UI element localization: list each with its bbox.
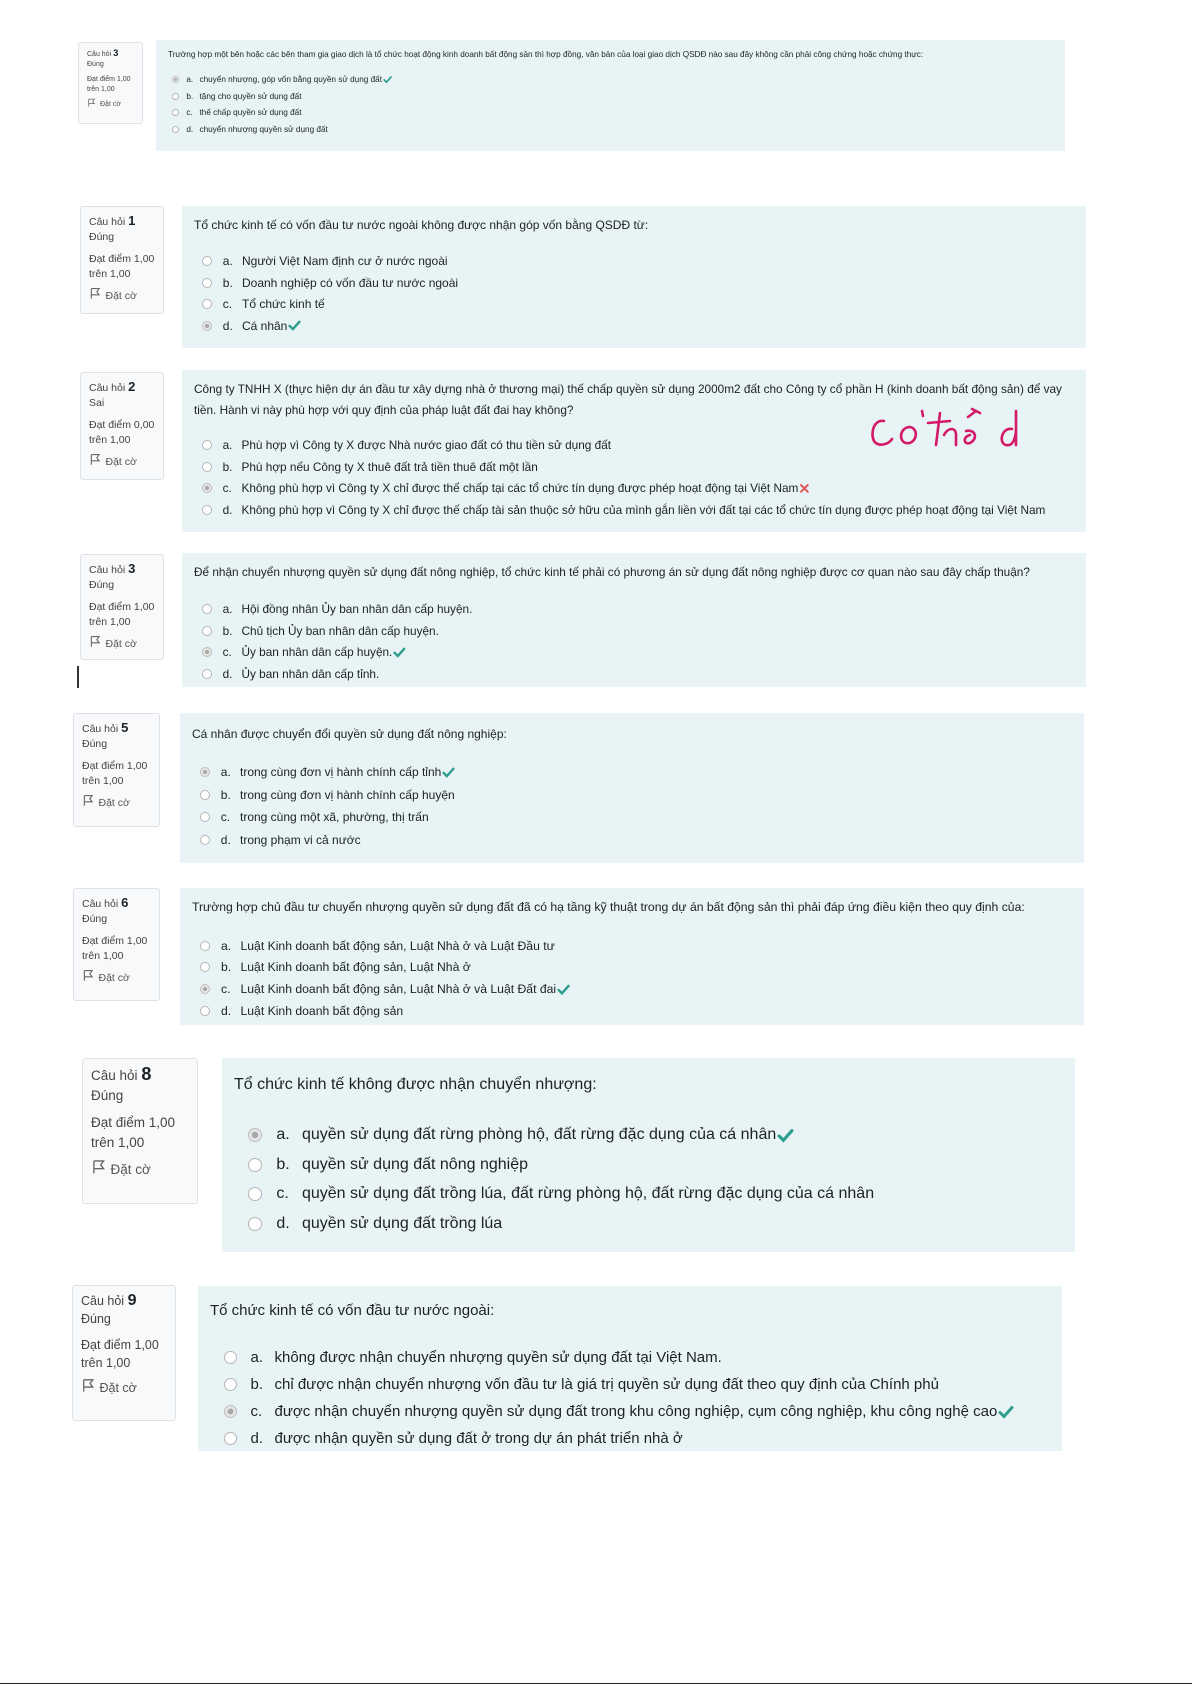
answer-radio[interactable]	[248, 1217, 262, 1231]
question-number	[89, 213, 155, 230]
question-content	[182, 206, 1086, 348]
answer-text: trong cùng một xã, phường, thị trấn	[239, 810, 429, 825]
flag-question-button[interactable]	[81, 1378, 167, 1398]
answer-letter: c.	[186, 108, 193, 118]
answer-text: Doanh nghiệp có vốn đầu tư nước ngoài	[241, 275, 459, 290]
handwritten-note	[866, 405, 1031, 460]
flag-label: Đặt cờ	[105, 289, 137, 302]
question-content	[198, 1286, 1062, 1451]
answer-text: Cá nhân	[241, 318, 288, 333]
answer-radio[interactable]	[200, 1006, 210, 1016]
answer-radio[interactable]	[202, 299, 212, 309]
answer-option[interactable]	[200, 959, 471, 976]
answer-text: trong cùng đơn vị hành chính cấp tỉnh	[239, 765, 442, 780]
answer-letter: b.	[250, 1376, 264, 1393]
question-text-line2: tiền. Hành vi này phù hợp với quy định của pháp luật đất đai hay không?	[194, 403, 574, 417]
answer-text: Ủy ban nhân dân cấp huyện.	[241, 645, 393, 660]
answer-radio[interactable]	[202, 669, 212, 679]
flag-label: Đặt cờ	[99, 1381, 137, 1395]
answer-option[interactable]	[224, 1374, 939, 1395]
answer-option[interactable]	[202, 666, 379, 683]
question-state: Đúng	[87, 61, 104, 69]
question-number-value: 8	[141, 1064, 152, 1084]
answer-letter: d.	[186, 124, 194, 134]
correct-check-icon	[777, 1127, 794, 1144]
answer-letter: b.	[220, 787, 231, 802]
answer-option[interactable]	[202, 275, 458, 292]
answer-text: chỉ được nhận chuyển nhượng vốn đầu tư là giá trị quyền sử dụng đất theo quy định của Chính phủ	[274, 1376, 939, 1393]
flag-icon	[87, 98, 96, 111]
answer-radio[interactable]	[200, 812, 210, 822]
answer-letter: a.	[222, 254, 233, 269]
question-grade-line1: Đạt điểm 1,00	[82, 934, 148, 947]
answer-letter: a.	[186, 75, 194, 85]
question-number-label: Câu hỏi	[82, 723, 119, 735]
answer-radio[interactable]	[224, 1432, 237, 1445]
question-number-value: 1	[128, 213, 136, 228]
answer-option[interactable]	[202, 318, 301, 335]
answer-option[interactable]	[200, 1002, 403, 1019]
answer-text: Luật Kinh doanh bất động sản	[240, 1003, 404, 1018]
question-number	[89, 379, 155, 396]
question-text: Trường hợp một bên hoặc các bên tham gia giao dịch là tổ chức hoạt động kinh doanh bất động sản thì hợp đồng, văn bản của loại giao dịch QSDĐ nào sau đây không cần phải công chứng hoặc chứng thực:	[168, 50, 924, 59]
flag-question-button[interactable]	[89, 453, 155, 471]
correct-check-icon	[383, 75, 392, 84]
answer-text: chuyển nhượng, góp vốn bằng quyền sử dụng đất	[199, 75, 382, 85]
answer-text: Phù hợp vì Công ty X được Nhà nước giao đất có thu tiền sử dụng đất	[241, 438, 612, 453]
answer-letter: d.	[276, 1214, 290, 1232]
correct-check-icon	[557, 983, 570, 996]
answer-text: thế chấp quyền sử dụng đất	[199, 108, 302, 118]
correct-check-icon	[998, 1404, 1014, 1420]
flag-label: Đặt cờ	[98, 971, 130, 984]
answer-text: tặng cho quyền sử dụng đất	[199, 91, 302, 101]
answer-text: được nhận quyền sử dụng đất ở trong dự án phát triển nhà ở	[274, 1430, 683, 1447]
answer-letter: b.	[222, 459, 233, 474]
answer-letter: b.	[186, 91, 194, 101]
answer-text: Luật Kinh doanh bất động sản, Luật Nhà ở và Luật Đất đai	[240, 982, 557, 997]
answer-letter: d.	[250, 1430, 264, 1447]
question-number-label: Câu hỏi	[89, 382, 126, 394]
flag-icon	[89, 287, 102, 305]
flag-question-button[interactable]	[89, 635, 155, 653]
answer-radio[interactable]	[172, 76, 179, 83]
answer-radio[interactable]	[202, 483, 212, 493]
flag-question-button[interactable]	[82, 794, 151, 812]
question-grade-line2: trên 1,00	[82, 774, 124, 787]
question-grade-line1: Đạt điểm 1,00	[89, 600, 155, 613]
question-info-box	[82, 1058, 198, 1204]
page-bottom-border	[0, 1683, 1192, 1684]
answer-text: chuyển nhượng quyền sử dụng đất	[199, 124, 328, 134]
answer-option[interactable]	[248, 1183, 874, 1205]
flag-question-button[interactable]	[87, 98, 134, 111]
flag-label: Đặt cờ	[105, 455, 137, 468]
question-number-label: Câu hỏi	[87, 51, 112, 58]
question-state: Đúng	[91, 1087, 124, 1103]
question-number-label: Câu hỏi	[82, 898, 119, 910]
flag-question-button[interactable]	[82, 969, 151, 987]
answer-letter: a.	[250, 1349, 264, 1366]
question-number	[87, 49, 134, 60]
answer-letter: a.	[222, 602, 233, 617]
answer-radio[interactable]	[248, 1158, 262, 1172]
answer-letter: c.	[276, 1185, 289, 1203]
flag-label: Đặt cờ	[110, 1161, 151, 1177]
flag-question-button[interactable]	[91, 1159, 189, 1180]
question-state: Đúng	[89, 579, 115, 592]
answer-letter: a.	[276, 1126, 290, 1144]
flag-question-button[interactable]	[89, 287, 155, 305]
answer-option[interactable]	[202, 502, 1045, 519]
flag-label: Đặt cờ	[98, 796, 130, 809]
question-number-value: 3	[113, 48, 119, 59]
question-content	[180, 888, 1084, 1025]
correct-check-icon	[442, 766, 455, 779]
answer-radio[interactable]	[248, 1187, 262, 1201]
flag-icon	[91, 1159, 107, 1180]
answer-option[interactable]	[200, 937, 555, 954]
flag-icon	[89, 635, 102, 653]
question-grade-line2: trên 1,00	[81, 1355, 131, 1370]
answer-text: không được nhận chuyển nhượng quyền sử dụng đất tại Việt Nam.	[274, 1349, 722, 1366]
answer-text: quyền sử dụng đất trồng lúa	[301, 1214, 503, 1232]
question-state: Đúng	[89, 231, 115, 244]
answer-option[interactable]	[248, 1124, 794, 1146]
answer-text: Luật Kinh doanh bất động sản, Luật Nhà ở	[240, 960, 471, 975]
question-info-box	[73, 888, 160, 1001]
answer-letter: d.	[220, 1003, 232, 1018]
answer-radio[interactable]	[172, 93, 179, 100]
answer-option[interactable]	[202, 644, 406, 661]
question-grade-line1: Đạt điểm 0,00	[89, 418, 155, 431]
question-info-box	[73, 713, 160, 827]
question-content	[182, 553, 1086, 687]
answer-option[interactable]	[202, 459, 538, 476]
question-number	[91, 1065, 189, 1086]
question-text: Tổ chức kinh tế không được nhận chuyển nhượng:	[234, 1076, 597, 1093]
answer-text: Không phù hợp vì Công ty X chỉ được thế chấp tại các tổ chức tín dụng được phép hoạt động tại Việt Nam	[241, 481, 799, 496]
answer-option[interactable]	[202, 437, 611, 454]
answer-letter: c.	[222, 297, 233, 312]
answer-text: Tổ chức kinh tế	[241, 297, 325, 312]
question-number-value: 6	[121, 895, 129, 910]
question-state: Đúng	[82, 913, 108, 926]
answer-radio[interactable]	[224, 1351, 237, 1364]
answer-letter: c.	[222, 645, 232, 660]
question-number-label: Câu hỏi	[89, 216, 126, 228]
answer-radio[interactable]	[172, 126, 179, 133]
answer-option[interactable]	[202, 480, 810, 497]
question-number-label: Câu hỏi	[81, 1294, 125, 1308]
answer-option[interactable]	[248, 1213, 502, 1235]
answer-option[interactable]	[248, 1154, 528, 1176]
question-text: Công ty TNHH X (thực hiện dự án đầu tư xây dựng nhà ở thương mại) thế chấp quyền sử dụng 2000m2 đất cho Công ty cổ phần H (kinh doanh bất động sản) để vay	[194, 382, 1062, 396]
question-info-box	[72, 1285, 176, 1421]
answer-option[interactable]	[224, 1428, 683, 1449]
answer-radio[interactable]	[200, 835, 210, 845]
answer-option[interactable]	[200, 981, 570, 998]
answer-text: Phù hợp nếu Công ty X thuê đất trả tiền thuê đất một lần	[241, 459, 538, 474]
question-text: Trường hợp chủ đầu tư chuyển nhượng quyền sử dụng đất đã có hạ tầng kỹ thuật trong dự án bất động sản thì phải đáp ứng điều kiện theo quy định của:	[192, 900, 1025, 914]
correct-check-icon	[288, 319, 301, 332]
correct-check-icon	[393, 646, 406, 659]
question-grade-line2: trên 1,00	[91, 1134, 145, 1150]
answer-text: quyền sử dụng đất rừng phòng hộ, đất rừng đặc dụng của cá nhân	[301, 1126, 777, 1144]
question-text: Cá nhân được chuyển đổi quyền sử dụng đất nông nghiệp:	[192, 727, 507, 741]
answer-text: Người Việt Nam định cư ở nước ngoài	[241, 254, 448, 269]
answer-text: quyền sử dụng đất trồng lúa, đất rừng phòng hộ, đất rừng đặc dụng của cá nhân	[301, 1185, 875, 1203]
question-text: Tổ chức kinh tế có vốn đầu tư nước ngoài không được nhận góp vốn bằng QSDĐ từ:	[194, 218, 649, 232]
answer-radio[interactable]	[202, 647, 212, 657]
answer-option[interactable]	[172, 74, 392, 85]
answer-option[interactable]	[172, 124, 328, 135]
answer-letter: a.	[220, 938, 232, 953]
question-info-box	[80, 554, 164, 660]
answer-letter: a.	[220, 765, 231, 780]
answer-option[interactable]	[202, 623, 439, 640]
question-content	[156, 40, 1065, 151]
answer-letter: c.	[250, 1403, 263, 1420]
question-info-box	[78, 42, 143, 124]
answer-radio[interactable]	[202, 626, 212, 636]
answer-letter: d.	[222, 318, 233, 333]
question-grade-line2: trên 1,00	[89, 267, 131, 280]
answer-option[interactable]	[172, 107, 301, 118]
answer-radio[interactable]	[200, 767, 210, 777]
answer-option[interactable]	[200, 787, 455, 804]
answer-radio[interactable]	[202, 462, 212, 472]
flag-icon	[82, 794, 95, 812]
question-number-value: 9	[127, 1292, 137, 1309]
question-info-box	[80, 372, 164, 480]
answer-text: được nhận chuyển nhượng quyền sử dụng đất trong khu công nghiệp, cụm công nghiệp, khu công nghệ cao	[274, 1403, 998, 1420]
answer-option[interactable]	[200, 764, 455, 781]
question-number-label: Câu hỏi	[91, 1068, 138, 1083]
text-cursor	[77, 666, 79, 688]
answer-letter: c.	[222, 481, 232, 496]
answer-letter: b.	[222, 275, 233, 290]
question-number-value: 2	[128, 379, 136, 394]
flag-icon	[89, 453, 102, 471]
answer-option[interactable]	[200, 832, 361, 849]
answer-text: trong phạm vi cả nước	[239, 832, 361, 847]
answer-text: Luật Kinh doanh bất động sản, Luật Nhà ở và Luật Đầu tư	[240, 938, 555, 953]
question-info-box	[80, 206, 164, 314]
answer-option[interactable]	[202, 253, 448, 270]
question-grade-line2: trên 1,00	[89, 615, 131, 628]
answer-option[interactable]	[202, 296, 325, 313]
answer-text: Hội đồng nhân Ủy ban nhân dân cấp huyện.	[241, 602, 473, 617]
question-text: Tổ chức kinh tế có vốn đầu tư nước ngoài:	[210, 1302, 495, 1319]
answer-letter: b.	[276, 1155, 290, 1173]
flag-icon	[82, 969, 95, 987]
answer-radio[interactable]	[200, 984, 210, 994]
answer-radio[interactable]	[248, 1128, 262, 1142]
question-state: Sai	[89, 397, 105, 410]
answer-radio[interactable]	[172, 109, 179, 116]
answer-radio[interactable]	[224, 1405, 237, 1418]
question-text: Để nhận chuyển nhượng quyền sử dụng đất nông nghiệp, tổ chức kinh tế phải có phương án sử dụng đất nông nghiệp được cơ quan nào sau đây chấp thuận?	[194, 565, 1030, 579]
flag-label: Đặt cờ	[105, 637, 137, 650]
question-grade-line2: trên 1,00	[89, 433, 131, 446]
answer-text: trong cùng đơn vị hành chính cấp huyện	[239, 787, 455, 802]
question-grade-line1: Đạt điểm 1,00	[89, 252, 155, 265]
answer-radio[interactable]	[202, 505, 212, 515]
question-content	[180, 713, 1084, 863]
question-grade-line1: Đạt điểm 1,00	[87, 75, 131, 83]
answer-option[interactable]	[224, 1401, 1014, 1422]
answer-letter: c.	[220, 810, 231, 825]
answer-radio[interactable]	[200, 790, 210, 800]
answer-option[interactable]	[200, 809, 429, 826]
answer-letter: d.	[222, 666, 233, 681]
answer-text: quyền sử dụng đất nông nghiệp	[301, 1155, 528, 1173]
question-number-label: Câu hỏi	[89, 564, 126, 576]
question-grade-line1: Đạt điểm 1,00	[91, 1115, 176, 1131]
answer-radio[interactable]	[202, 440, 212, 450]
answer-letter: a.	[222, 438, 233, 453]
flag-icon	[81, 1378, 96, 1398]
question-number	[89, 561, 155, 578]
answer-radio[interactable]	[224, 1378, 237, 1391]
answer-letter: c.	[220, 982, 231, 997]
question-content	[222, 1058, 1075, 1252]
question-grade-line1: Đạt điểm 1,00	[81, 1337, 159, 1352]
question-number	[81, 1292, 167, 1310]
answer-letter: d.	[222, 502, 233, 517]
answer-letter: d.	[220, 832, 231, 847]
answer-text: Ủy ban nhân dân cấp tỉnh.	[241, 666, 380, 681]
question-number-value: 5	[121, 720, 129, 735]
answer-radio[interactable]	[202, 278, 212, 288]
question-state: Đúng	[82, 738, 108, 751]
question-grade-line2: trên 1,00	[82, 949, 124, 962]
answer-radio[interactable]	[202, 321, 212, 331]
answer-radio[interactable]	[202, 604, 212, 614]
incorrect-cross-icon	[799, 483, 810, 494]
question-grade-line1: Đạt điểm 1,00	[82, 759, 148, 772]
answer-radio[interactable]	[200, 941, 210, 951]
answer-option[interactable]	[202, 601, 472, 618]
answer-option[interactable]	[172, 91, 301, 102]
question-number-value: 3	[128, 561, 136, 576]
flag-label: Đặt cờ	[100, 100, 121, 108]
answer-letter: b.	[220, 960, 232, 975]
question-number	[82, 720, 151, 737]
question-grade-line2: trên 1,00	[87, 85, 115, 93]
question-state: Đúng	[81, 1312, 111, 1327]
question-number	[82, 895, 151, 912]
answer-letter: b.	[222, 623, 233, 638]
answer-option[interactable]	[224, 1347, 722, 1368]
answer-radio[interactable]	[202, 256, 212, 266]
answer-text: Không phù hợp vì Công ty X chỉ được thế chấp tài sản thuộc sở hữu của mình gắn liền với đất tại các tổ chức tín dụng được phép hoạt động tại Việt Nam	[241, 502, 1046, 517]
answer-radio[interactable]	[200, 962, 210, 972]
answer-text: Chủ tịch Ủy ban nhân dân cấp huyện.	[241, 623, 439, 638]
